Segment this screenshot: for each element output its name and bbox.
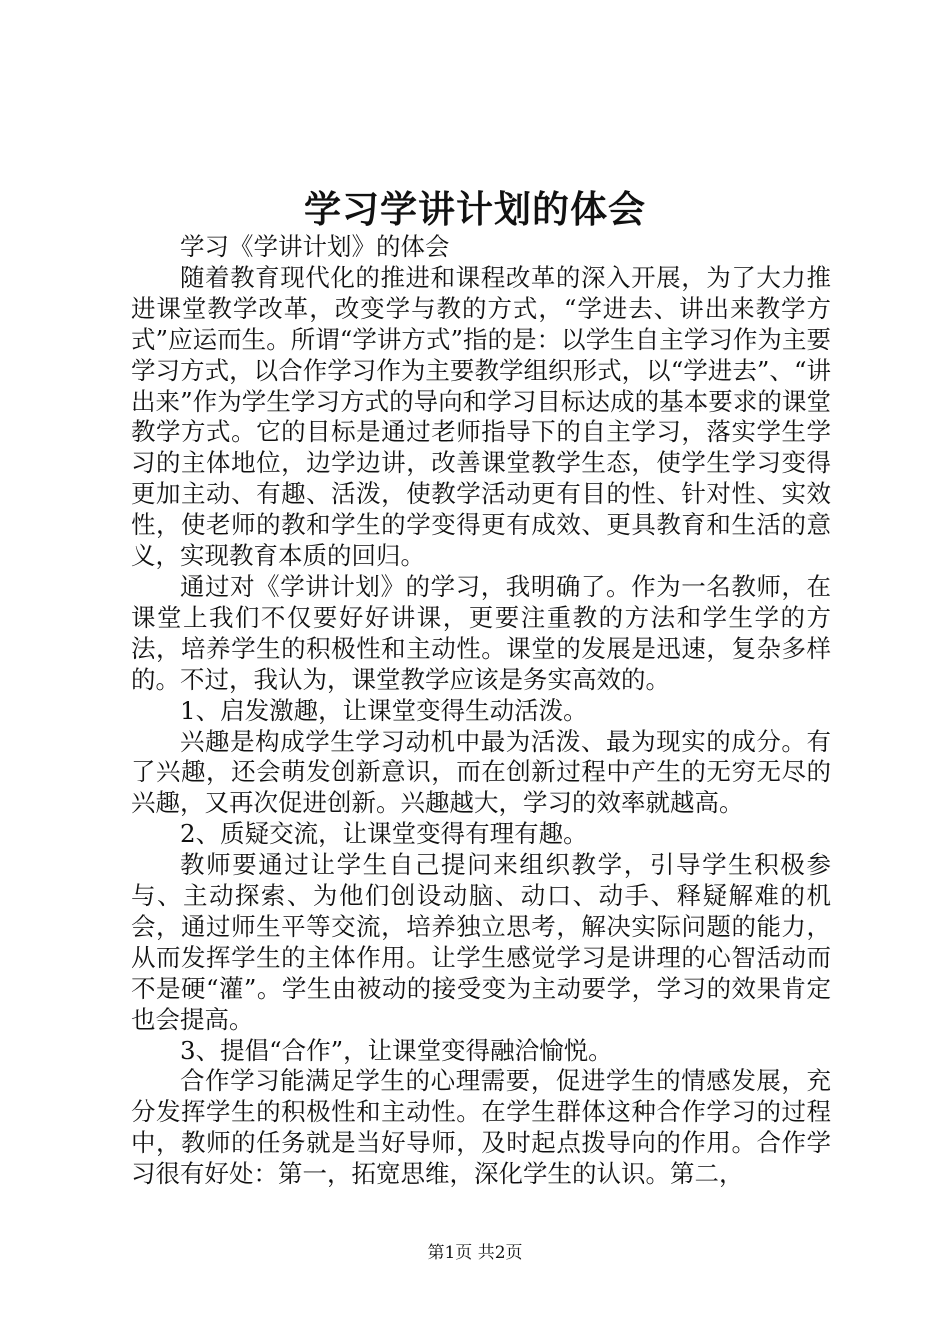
page-number-footer: 第1页 共2页 — [427, 1243, 523, 1263]
paragraph-point-1: 兴趣是构成学生学习动机中最为活泼、最为现实的成分。有了兴趣，还会萌发创新意识，而在创新过程中产生的无穷无尽的兴趣，又再次促进创新。兴趣越大，学习的效率就越高。 — [131, 726, 831, 818]
paragraph-reflection: 通过对《学讲计划》的学习，我明确了。作为一名教师，在课堂上我们不仅要好好讲课，更要注重教的方法和学生学的方法，培养学生的积极性和主动性。课堂的发展是迅速，复杂多样的。不过，我认为，课堂教学应该是务实高效的。 — [131, 571, 831, 694]
document-title: 学习学讲计划的体会 — [304, 187, 646, 231]
document-body — [131, 232, 831, 1190]
heading-point-1: 1、启发激趣，让课堂变得生动活泼。 — [180, 695, 588, 725]
paragraph-intro: 随着教育现代化的推进和课程改革的深入开展，为了大力推进课堂教学改革，改变学与教的方式，“学进去、讲出来教学方式”应运而生。所谓“学讲方式”指的是：以学生自主学习作为主要学习方式，以合作学习作为主要教学组织形式，以“学进去”、“讲出来”作为学生学习方式的导向和学习目标达成的基本要求的课堂教学方式。它的目标是通过老师指导下的自主学习，落实学生学习的主体地位，边学边讲，改善课堂教学生态，使学生学习变得更加主动、有趣、活泼，使教学活动更有目的性、针对性、实效性，使老师的教和学生的学变得更有成效、更具教育和生活的意义，实现教育本质的回归。 — [131, 262, 831, 571]
paragraph-point-3: 合作学习能满足学生的心理需要，促进学生的情感发展，充分发挥学生的积极性和主动性。在学生群体这种合作学习的过程中，教师的任务就是当好导师，及时起点拨导向的作用。合作学习很有好处：第一，拓宽思维，深化学生的认识。第二， — [131, 1066, 831, 1189]
heading-point-2: 2、质疑交流，让课堂变得有理有趣。 — [180, 819, 588, 849]
paragraph-subtitle: 学习《学讲计划》的体会 — [180, 232, 450, 261]
paragraph-point-2: 教师要通过让学生自己提问来组织教学，引导学生积极参与、主动探索、为他们创设动脑、动口、动手、释疑解难的机会，通过师生平等交流，培养独立思考，解决实际问题的能力，从而发挥学生的主体作用。让学生感觉学习是讲理的心智活动而不是硬“灌”。学生由被动的接受变为主动要学，学习的效果肯定也会提高。 — [131, 850, 831, 1034]
heading-point-3: 3、提倡“合作”，让课堂变得融洽愉悦。 — [180, 1035, 613, 1065]
